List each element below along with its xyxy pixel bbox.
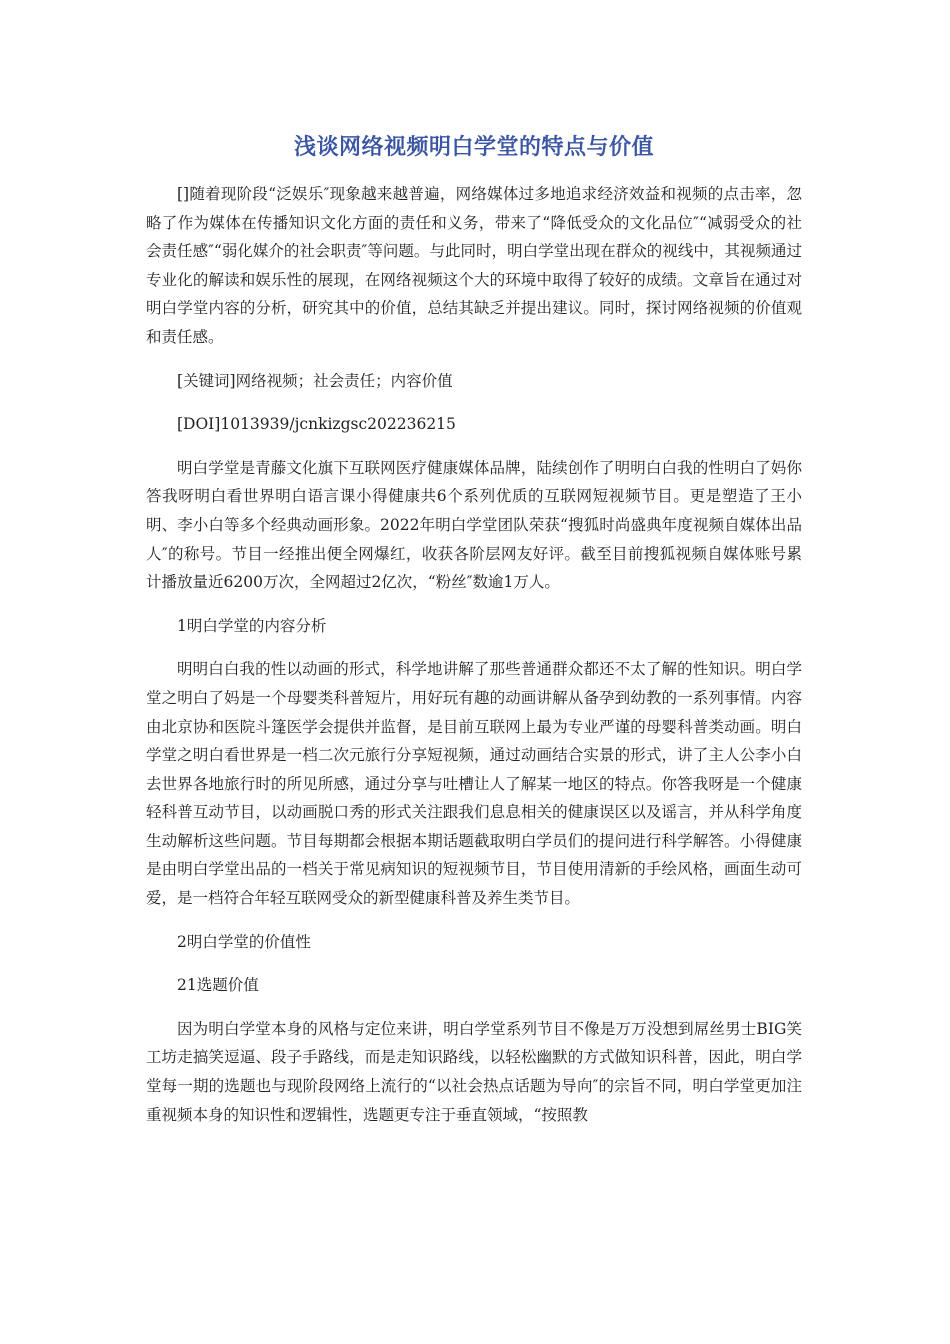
section-2-1-body: 因为明白学堂本身的风格与定位来讲，明白学堂系列节目不像是万万没想到屌丝男士BIG笑工坊走搞笑逗逼、段子手路线，而是走知识路线，以轻松幽默的方式做知识科普，因此，明白学堂每一期的选题也与现阶段网络上流行的“以社会热点话题为导向″的宗旨不同，明白学堂更加注重视频本身的知识性和逻辑性，选题更专注于垂直领域，“按照教 xyxy=(146,1019,802,1124)
doi-line: [DOI]1013939/jcnkizgsc202236215 xyxy=(177,415,456,434)
section-1-body: 明明白白我的性以动画的形式，科学地讲解了那些普通群众都还不太了解的性知识。明白学堂之明白了妈是一个母婴类科普短片，用好玩有趣的动画讲解从备孕到幼教的一系列事情。内容由北京协和医院斗篷医学会提供并监督，是目前互联网上最为专业严谨的母婴科普类动画。明白学堂之明白看世界是一档二次元旅行分享短视频，通过动画结合实景的形式，讲了主人公李小白去世界各地旅行时的所见所感，通过分享与吐槽让人了解某一地区的特点。你答我呀是一个健康轻科普互动节目，以动画脱口秀的形式关注跟我们息息相关的健康误区以及谣言，并从科学角度生动解析这些问题。节目每期都会根据本期话题截取明白学员们的提问进行科学解答。小得健康是由明白学堂出品的一档关于常见病知识的短视频节目，节目使用清新的手绘风格，画面生动可爱，是一档符合年轻互联网受众的新型健康科普及养生类节目。 xyxy=(146,660,802,908)
section-2-heading: 2明白学堂的价值性 xyxy=(177,932,311,951)
abstract-paragraph: []随着现阶段“泛娱乐″现象越来越普遍，网络媒体过多地追求经济效益和视频的点击率，忽略了作为媒体在传播知识文化方面的责任和义务，带来了“降低受众的文化品位″“减弱受众的社会责任感″“弱化媒介的社会职责″等问题。与此同时，明白学堂出现在群众的视线中，其视频通过专业化的解读和娱乐性的展现，在网络视频这个大的环境中取得了较好的成绩。文章旨在通过对明白学堂内容的分析，研究其中的价值，总结其缺乏并提出建议。同时，探讨网络视频的价值观和责任感。 xyxy=(146,185,802,346)
intro-paragraph: 明白学堂是青藤文化旗下互联网医疗健康媒体品牌，陆续创作了明明白白我的性明白了妈你答我呀明白看世界明白语言课小得健康共6个系列优质的互联网短视频节目。更是塑造了王小明、李小白等多个经典动画形象。2022年明白学堂团队荣获“搜狐时尚盛典年度视频自媒体出品人″的称号。节目一经推出便全网爆红，收获各阶层网友好评。截至目前搜狐视频自媒体账号累计播放量近6200万次，全网超过2亿次，“粉丝″数逾1万人。 xyxy=(146,458,802,592)
document-page xyxy=(146,130,802,1129)
keywords-line: [关键词]网络视频；社会责任；内容价值 xyxy=(177,371,453,390)
section-2-1-heading: 21选题价值 xyxy=(177,976,259,995)
page-title: 浅谈网络视频明白学堂的特点与价值 xyxy=(293,135,654,160)
section-1-heading: 1明白学堂的内容分析 xyxy=(177,616,327,635)
